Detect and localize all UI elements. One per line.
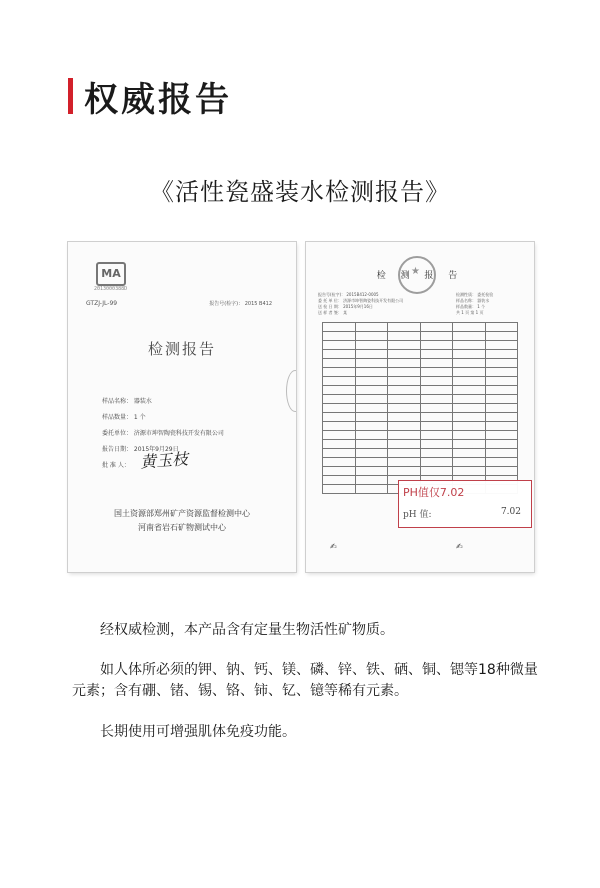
table-cell [355, 377, 388, 386]
table-cell [388, 377, 421, 386]
meta-right-3: 样品数量： 1 个 [456, 304, 486, 309]
paragraph-1: 经权威检测，本产品含有定量生物活性矿物质。 [100, 622, 394, 638]
table-cell [485, 332, 518, 341]
page-title: 权威报告 [84, 80, 232, 120]
results-table [322, 322, 518, 494]
table-cell [388, 449, 421, 458]
table-cell [485, 440, 518, 449]
table-cell [355, 368, 388, 377]
table-cell [355, 476, 388, 485]
table-cell [355, 422, 388, 431]
table-cell [388, 332, 421, 341]
table-cell [420, 332, 453, 341]
table-cell [388, 386, 421, 395]
table-cell [420, 404, 453, 413]
table-cell [453, 440, 486, 449]
approver-signature: 黄玉枝 [139, 449, 189, 472]
table-cell [323, 377, 356, 386]
table-row [323, 413, 518, 422]
certification-number: 2013000388D [94, 286, 128, 292]
table-cell [485, 431, 518, 440]
table-cell [453, 413, 486, 422]
meta-right-2: 样品名称： 器装水 [456, 298, 490, 303]
table-row [323, 368, 518, 377]
table-cell [420, 449, 453, 458]
table-row [323, 341, 518, 350]
table-cell [323, 485, 356, 494]
table-cell [420, 323, 453, 332]
table-cell [453, 377, 486, 386]
table-cell [420, 467, 453, 476]
table-cell [453, 368, 486, 377]
table-cell [355, 404, 388, 413]
field-approver: 批 准 人： [102, 462, 130, 469]
ph-highlight-label: PH值仅7.02 [403, 486, 465, 499]
field-sample-count: 样品数量： 1 个 [102, 414, 146, 421]
meta-left-4: 送 样 者 签： 某 [318, 310, 348, 315]
table-cell [355, 332, 388, 341]
table-cell [420, 422, 453, 431]
table-cell [420, 359, 453, 368]
ph-value: 7.02 [500, 507, 521, 517]
org-line-1: 国土资源部郑州矿产资源监督检测中心 [114, 509, 250, 518]
table-cell [323, 350, 356, 359]
table-cell [388, 440, 421, 449]
table-cell [323, 404, 356, 413]
ph-label: pH 值: [403, 510, 432, 520]
table-cell [323, 458, 356, 467]
table-cell [453, 467, 486, 476]
table-cell [485, 386, 518, 395]
table-cell [388, 458, 421, 467]
table-row [323, 377, 518, 386]
meta-right-1: 检测性质： 委托检验 [456, 292, 494, 297]
table-cell [485, 350, 518, 359]
table-cell [323, 440, 356, 449]
table-cell [453, 323, 486, 332]
table-cell [420, 413, 453, 422]
table-row [323, 449, 518, 458]
table-cell [323, 431, 356, 440]
report-results-image [306, 242, 534, 572]
org-line-2: 河南省岩石矿物测试中心 [138, 523, 226, 532]
table-cell [388, 395, 421, 404]
table-cell [323, 359, 356, 368]
field-client: 委托单位： 济源市坤智陶瓷科技开发有限公司 [102, 430, 224, 437]
field-report-date: 报告日期： 2015年9月29日 [102, 446, 179, 453]
binding-ring [286, 370, 296, 412]
table-cell [355, 323, 388, 332]
title-accent-bar [68, 78, 73, 114]
table-cell [420, 431, 453, 440]
table-cell [323, 341, 356, 350]
table-cell [388, 413, 421, 422]
table-cell [485, 377, 518, 386]
table-cell [388, 404, 421, 413]
table-cell [388, 368, 421, 377]
table-cell [453, 422, 486, 431]
table-cell [323, 467, 356, 476]
table-cell [453, 449, 486, 458]
table-cell [323, 368, 356, 377]
table-cell [355, 395, 388, 404]
table-cell [485, 458, 518, 467]
table-cell [355, 449, 388, 458]
report-cover-image [68, 242, 296, 572]
table-cell [453, 386, 486, 395]
report-number: 报告号(检字)： 2015 B412 [209, 301, 272, 307]
table-row [323, 458, 518, 467]
table-row [323, 395, 518, 404]
table-cell [485, 467, 518, 476]
table-cell [355, 341, 388, 350]
table-cell [355, 386, 388, 395]
table-cell [485, 413, 518, 422]
table-row [323, 422, 518, 431]
table-cell [323, 386, 356, 395]
table-row [323, 404, 518, 413]
table-row [323, 323, 518, 332]
table-cell [355, 485, 388, 494]
form-code: GTZJ-JL-99 [86, 300, 118, 307]
table-row [323, 440, 518, 449]
table-cell [355, 431, 388, 440]
table-cell [388, 467, 421, 476]
table-cell [323, 422, 356, 431]
table-row [323, 467, 518, 476]
table-cell [388, 422, 421, 431]
table-cell [485, 404, 518, 413]
table-cell [420, 386, 453, 395]
table-row [323, 386, 518, 395]
paragraph-3: 长期使用可增强肌体免疫功能。 [100, 724, 296, 740]
table-cell [453, 350, 486, 359]
table-cell [420, 350, 453, 359]
table-cell [485, 449, 518, 458]
table-cell [323, 449, 356, 458]
table-cell [420, 341, 453, 350]
table-cell [388, 341, 421, 350]
table-cell [485, 323, 518, 332]
table-cell [420, 440, 453, 449]
table-cell [388, 431, 421, 440]
ma-certification-logo: MA [96, 262, 126, 286]
table-cell [355, 359, 388, 368]
table-row [323, 332, 518, 341]
table-cell [323, 323, 356, 332]
table-cell [485, 395, 518, 404]
table-cell [323, 413, 356, 422]
table-cell [453, 431, 486, 440]
ph-highlight-box [398, 480, 532, 528]
table-cell [355, 458, 388, 467]
table-cell [453, 458, 486, 467]
table-cell [453, 359, 486, 368]
table-cell [485, 341, 518, 350]
table-cell [420, 458, 453, 467]
table-cell [420, 368, 453, 377]
table-cell [355, 467, 388, 476]
table-cell [323, 476, 356, 485]
table-cell [323, 332, 356, 341]
table-row [323, 431, 518, 440]
meta-left-3: 送 检 日 期： 2015年9月16日 [318, 304, 373, 309]
meta-right-4: 共 1 页 第 1 页 [456, 310, 484, 315]
table-cell [388, 359, 421, 368]
table-cell [420, 377, 453, 386]
table-cell [388, 323, 421, 332]
meta-left-1: 报告号(检字)： 2015B412-0005 [318, 292, 379, 297]
table-cell [453, 404, 486, 413]
table-cell [485, 422, 518, 431]
results-heading: 检 测 报 告 [376, 271, 464, 281]
report-subtitle: 《活性瓷盛装水检测报告》 [150, 178, 450, 206]
table-cell [355, 350, 388, 359]
field-sample-name: 样品名称： 器装水 [102, 398, 152, 405]
table-cell [420, 395, 453, 404]
table-cell [485, 359, 518, 368]
paragraph-2: 如人体所必须的钾、钠、钙、镁、磷、锌、铁、硒、铜、锶等18种微量元素；含有硼、锗、锡、铬、铈、钇、镱等稀有元素。 [72, 662, 538, 699]
table-cell [323, 395, 356, 404]
meta-left-2: 委 托 单 位： 济源市坤智陶瓷科技开发有限公司 [318, 298, 404, 303]
table-row [323, 350, 518, 359]
table-cell [388, 350, 421, 359]
table-cell [355, 413, 388, 422]
table-row [323, 359, 518, 368]
table-cell [453, 332, 486, 341]
cover-heading: 检测报告 [147, 340, 216, 358]
table-cell [453, 341, 486, 350]
reviewer-signature: ✍ [456, 542, 463, 551]
tester-signature: ✍ [330, 542, 337, 551]
table-cell [453, 395, 486, 404]
table-cell [355, 440, 388, 449]
table-cell [485, 368, 518, 377]
